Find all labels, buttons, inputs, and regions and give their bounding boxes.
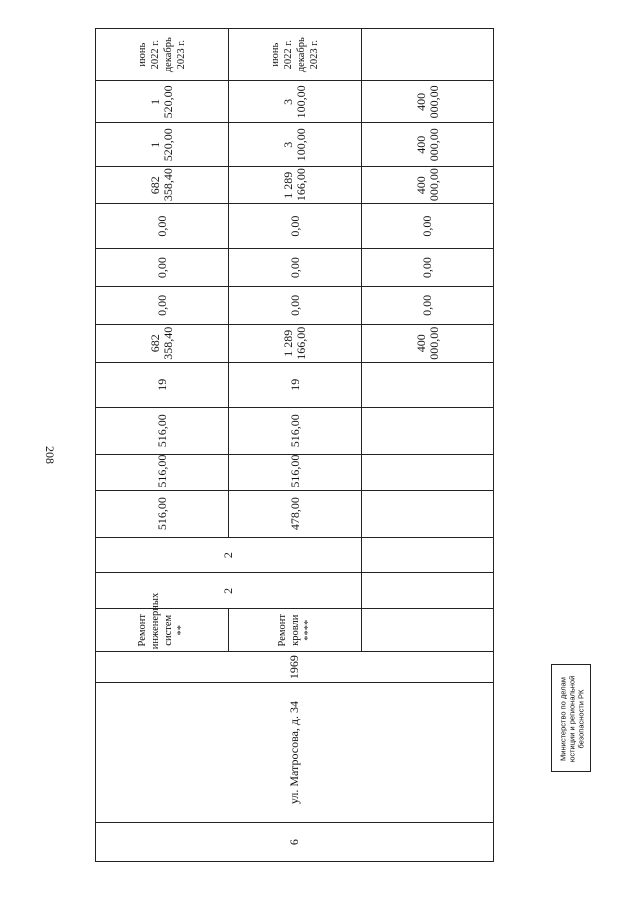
cell-c3-v5: 400 000,00 (362, 324, 494, 362)
cell-c2-v10: 3 100,00 (229, 123, 362, 167)
cell-c1-v5: 682 358,40 (96, 324, 229, 362)
cell-c1-v8: 0,00 (96, 204, 229, 249)
cell-c3-v4 (362, 362, 494, 407)
cell-c3-v8: 0,00 (362, 204, 494, 249)
cell-c1-v1: 516,00 (96, 490, 229, 537)
cell-c2-v5: 1 289 166,00 (229, 324, 362, 362)
cell-address: ул. Матросова, д. 34 (96, 682, 494, 822)
cell-c1-period: июнь 2022 г. декабрь 2023 г. (96, 29, 229, 81)
cell-c2-v7: 0,00 (229, 249, 362, 287)
cell-count-1: 2 (96, 573, 362, 609)
cell-c2-period: июнь 2022 г. декабрь 2023 г. (229, 29, 362, 81)
cell-c1-v2: 516,00 (96, 454, 229, 490)
cell-c1-v3: 516,00 (96, 407, 229, 454)
cell-count-4 (362, 537, 494, 573)
stamp-line-3: безопасности РК (576, 689, 586, 749)
table-container (95, 28, 493, 862)
cell-c3-v3 (362, 407, 494, 454)
stamp-line-1: Министерство по делам (558, 677, 568, 761)
cell-c3-v6: 0,00 (362, 286, 494, 324)
cell-c3-v9: 400 000,00 (362, 167, 494, 204)
cell-c2-v6: 0,00 (229, 286, 362, 324)
cell-c1-v11: 1 520,00 (96, 81, 229, 123)
cell-c1-v10: 1 520,00 (96, 123, 229, 167)
cell-row-number: 6 (96, 823, 494, 862)
page-number (38, 445, 62, 465)
table-row (96, 29, 229, 862)
cell-count-3 (362, 573, 494, 609)
rotated-table-frame (95, 28, 493, 862)
cell-count-2: 2 (96, 537, 362, 573)
cell-c1-v6: 0,00 (96, 286, 229, 324)
cell-c3-v2 (362, 454, 494, 490)
cell-c3-v11: 400 000,00 (362, 81, 494, 123)
cell-c2-v11: 3 100,00 (229, 81, 362, 123)
ministry-stamp (551, 664, 591, 772)
cell-c3-v7: 0,00 (362, 249, 494, 287)
cell-year: 1969 (96, 652, 494, 683)
page-number-text: 208 (43, 446, 57, 464)
cell-work-type-3 (362, 609, 494, 652)
cell-c2-v4: 19 (229, 362, 362, 407)
cell-c1-v4: 19 (96, 362, 229, 407)
stamp-line-2: юстиции и региональной (567, 675, 577, 763)
cell-c3-v10: 400 000,00 (362, 123, 494, 167)
cell-c2-v9: 1 289 166,00 (229, 167, 362, 204)
cell-c3-v1 (362, 490, 494, 537)
cell-c1-v7: 0,00 (96, 249, 229, 287)
cell-c2-v1: 478,00 (229, 490, 362, 537)
cell-work-type-2: Ремонт кровли **** (229, 609, 362, 652)
cell-work-type-1: Ремонт инженерных систем ** (96, 609, 229, 652)
cell-c1-v9: 682 358,40 (96, 167, 229, 204)
cell-c2-v2: 516,00 (229, 454, 362, 490)
cell-c2-v3: 516,00 (229, 407, 362, 454)
repair-schedule-table (95, 28, 494, 862)
stamp-text (559, 668, 586, 770)
cell-c2-v8: 0,00 (229, 204, 362, 249)
cell-c3-period (362, 29, 494, 81)
